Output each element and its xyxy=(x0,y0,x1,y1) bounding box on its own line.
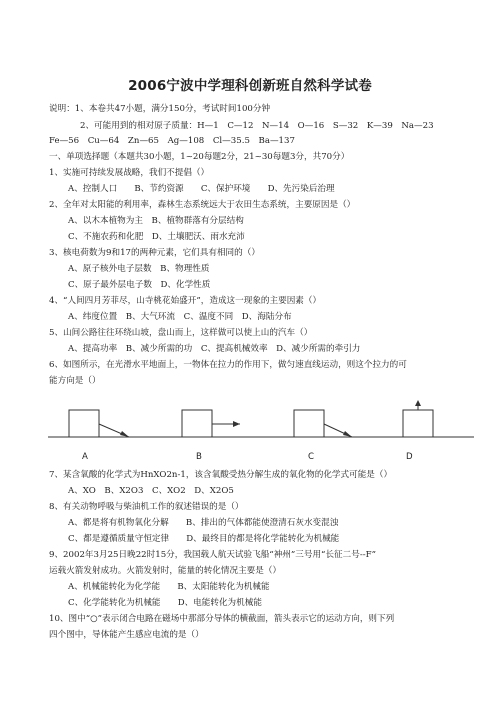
instruction-line: 2、可能用到的相对原子质量：H—1 C—12 N—14 O—16 S—32 K—39 Na—23 xyxy=(80,121,434,131)
question-options: C、都是遵循质量守恒定律 D、最终目的都是将化学能转化为机械能 xyxy=(68,534,340,544)
question-stem: 7、某含氧酸的化学式为HnXO2n-1，该含氧酸受热分解生成的氧化物的化学式可能是（） xyxy=(49,470,393,480)
arrowhead-a-icon xyxy=(120,431,129,437)
arrowhead-c-icon xyxy=(343,431,352,437)
section-heading: 一、单项选择题（本题共30小题，1~20每题2分，21~30每题3分，共70分） xyxy=(49,152,350,162)
question-options: A、提高功率 B、减少所需的功 C、提高机械效率 D、减少所需的牵引力 xyxy=(68,344,361,354)
question-stem: 能方向是（） xyxy=(49,376,101,386)
question-options: A、XO B、X2O3 C、XO2 D、X2O5 xyxy=(68,486,234,496)
instruction-line: 说明：1、本卷共47小题，满分150分，考试时间100分钟 xyxy=(49,104,271,114)
question-options: A、都是将有机物氧化分解 B、排出的气体都能使澄清石灰水变混浊 xyxy=(68,518,339,528)
question-stem: 1、实施可持续发展战略，我们不提倡（） xyxy=(49,168,210,178)
question-options: C、不施农药和化肥 D、土壤肥沃、雨水充沛 xyxy=(68,232,245,242)
question-options: C、原子最外层电子数 D、化学性质 xyxy=(68,280,211,290)
arrowhead-b-icon xyxy=(233,421,240,427)
diagram-label-b: B xyxy=(196,452,202,462)
question-options: A、以木本植物为主 B、植物群落有分层结构 xyxy=(68,216,244,226)
force-diagram xyxy=(40,400,480,460)
diagram-label-d: D xyxy=(406,452,413,462)
question-stem: 5、山间公路往往环绕山坡，盘山而上，这样做可以使上山的汽车（） xyxy=(49,328,313,338)
question-stem: 运载火箭发射成功。火箭发射时，能量的转化情况主要是（） xyxy=(49,566,282,576)
question-stem: 4、“人间四月芳菲尽，山寺桃花始盛开”，造成这一现象的主要因素（） xyxy=(49,296,322,306)
page-title: 2006宁波中学理科创新班自然科学试卷 xyxy=(128,78,372,94)
arrowhead-d-icon xyxy=(415,400,421,406)
diagram-label-a: A xyxy=(82,452,88,462)
question-options: A、原子核外电子层数 B、物理性质 xyxy=(68,264,210,274)
block-b xyxy=(182,410,212,437)
block-c xyxy=(294,410,324,437)
question-stem: 6、如图所示，在光滑水平地面上，一物体在拉力的作用下，做匀速直线运动，则这个拉力的可 xyxy=(49,360,407,370)
question-stem: 8、有关动物呼吸与柴油机工作的叙述错误的是（） xyxy=(49,502,244,512)
question-stem: 四个图中，导体能产生感应电流的是（） xyxy=(49,630,204,640)
diagram-label-c: C xyxy=(308,452,315,462)
question-stem: 10、图中“○”表示闭合电路在磁场中那部分导体的横截面，箭头表示它的运动方向，则下列 xyxy=(49,614,395,624)
question-options: A、机械能转化为化学能 B、太阳能转化为机械能 xyxy=(68,582,270,592)
question-options: A、控制人口 B、节约资源 C、保护环境 D、先污染后治理 xyxy=(68,184,335,194)
question-stem: 9、2002年3月25日晚22时15分，我国载人航天试验飞船“神州”三号用“长征二号--F” xyxy=(49,550,376,560)
question-options: A、纬度位置 B、大气环流 C、温度不同 D、海陆分布 xyxy=(68,312,292,322)
question-stem: 2、全年对太阳能的利用率，森林生态系统远大于农田生态系统，主要原因是（） xyxy=(49,200,356,210)
question-options: C、化学能转化为机械能 D、电能转化为机械能 xyxy=(68,598,262,608)
instruction-line: Fe—56 Cu—64 Zn—65 Ag—108 Cl—35.5 Ba—137 xyxy=(49,136,295,146)
question-stem: 3、核电荷数为9和17的两种元素，它们具有相同的（） xyxy=(49,248,260,258)
block-d xyxy=(403,410,433,437)
block-a xyxy=(69,410,99,437)
